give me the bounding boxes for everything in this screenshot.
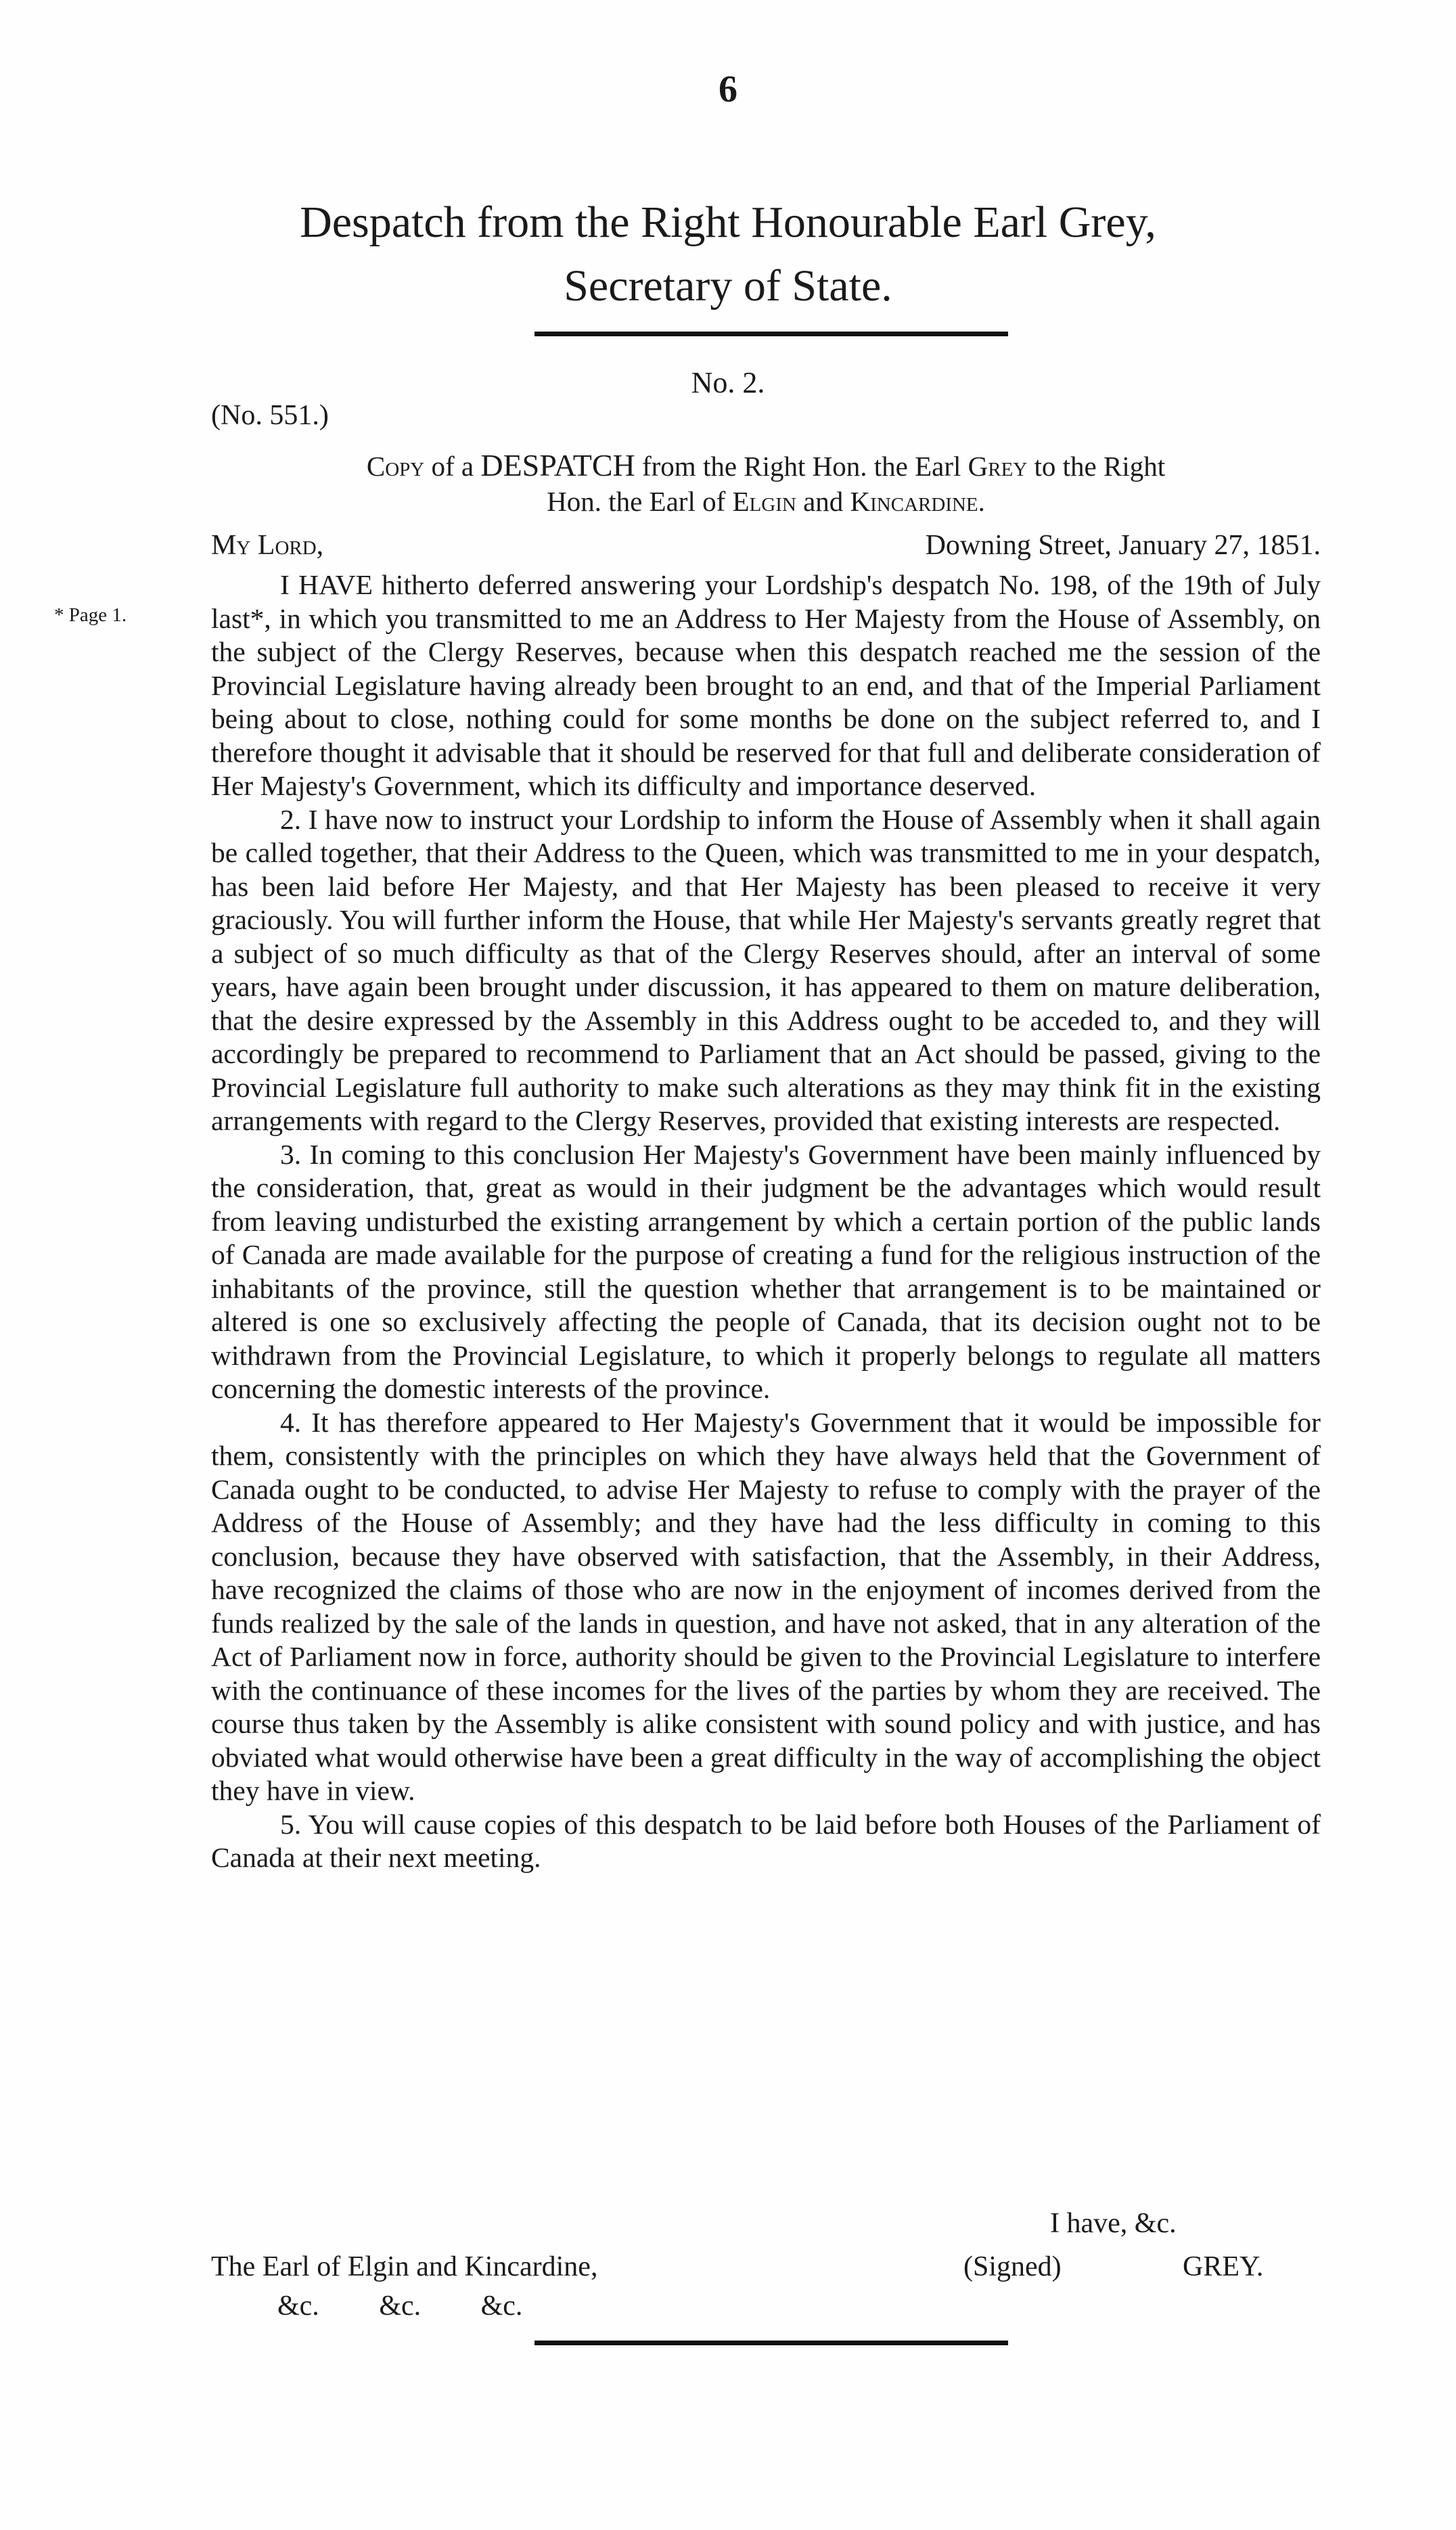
heading-despatch: DESPATCH [480,448,635,482]
despatch-heading [211,448,1321,519]
addressee: The Earl of Elgin and Kincardine, [211,2251,598,2282]
margin-note: * Page 1. [54,604,127,626]
heading-period: . [978,486,985,517]
heading-copy: Copy [366,451,425,482]
heading-hon: Hon. the Earl of [547,486,733,517]
paragraph-4: 4. It has therefore appeared to Her Majesty's Government that it would be impossible for them, consistently with the principles on which they have always held that the Government of Canada ought to be conducted, to advise Her Majesty to refuse to comply with the prayer of the Address of the House of Assembly; and they have had the less difficulty in coming to this conclusion, because they have observed with satisfaction, that the Assembly, in their Address, have recognized the claims of those who are now in the enjoyment of incomes derived from the funds realized by the sale of the lands in question, and have not asked, that in any alteration of the Act of Parliament now in force, authority should be given to the Provincial Legislature to interfere with the continuance of these incomes for the lives of the parties by whom they are received. The course thus taken by the Assembly is alike consistent with sound policy and with justice, and has obviated what would otherwise have been a great difficulty in the way of accomplishing the object they have in view. [211,1406,1321,1806]
heading-line-1 [211,448,1321,484]
heading-line-2 [211,484,1321,519]
etc-row [277,2290,575,2322]
paragraph-5: 5. You will cause copies of this despatch to be laid before both Houses of the Parliament of Canada at their next meeting. [211,1808,1321,1873]
heading-and: and [796,486,850,517]
despatch-number: No. 2. [691,366,765,399]
letter-body [211,568,1321,1875]
title-line-1: Despatch from the Right Honourable Earl Grey, [300,198,1156,247]
signer-name: GREY. [1183,2251,1264,2282]
page-number: 6 [719,68,737,110]
paragraph-1: I HAVE hitherto deferred answering your Lordship's despatch No. 198, of the 19th of July last*, in which you transmitted to me an Address to Her Majesty from the House of Assembly, on the subject of the Clergy Reserves, because when this despatch reached me the session of the Provincial Legislature having already been brought to an end, and that of the Imperial Parliament being about to close, nothing could for some months be done on the subject referred to, and I therefore thought it advisable that it should be reserved for that full and deliberate consideration of Her Majesty's Government, which its difficulty and importance deserved. [211,569,1321,801]
heading-to: to the Right [1027,451,1166,482]
signed-label: (Signed) [963,2251,1062,2282]
salutation-row [211,529,1321,562]
heading-kincardine: Kincardine [850,486,978,517]
heading-from: from the Right Hon. the Earl [635,451,968,482]
bottom-divider-rule [534,2341,1008,2345]
dateline: Downing Street, January 27, 1851. [925,530,1321,561]
heading-elgin: Elgin [732,486,796,517]
paragraph-3: 3. In coming to this conclusion Her Majesty's Government have been mainly influenced by the consideration, that, great as would in their judgment be the advantages which would result from leaving undisturbed the existing arrangement by which a certain portion of the public lands of Canada are made available for the purpose of creating a fund for the religious instruction of the inhabitants of the province, still the question whether that arrangement is to be maintained or altered is one so exclusively affecting the people of Canada, that its decision ought not to be withdrawn from the Provincial Legislature, to which it properly belongs to regulate all matters concerning the domestic interests of the province. [211,1138,1321,1404]
paragraph-2: 2. I have now to instruct your Lordship to inform the House of Assembly when it shall again be called together, that their Address to the Queen, which was transmitted to me in your despatch, has been laid before Her Majesty, and that Her Majesty has been pleased to receive it very graciously. You will further inform the House, that while Her Majesty's servants greatly regret that a subject of so much difficulty as that of the Clergy Reserves should, after an interval of some years, have again been brought under discussion, it has appeared to them on mature deliberation, that the desire expressed by the Assembly in this Address ought to be acceded to, and they will accordingly be prepared to recommend to Parliament that an Act should be passed, giving to the Provincial Legislature full authority to make such alterations as they may think fit in the existing arrangements with regard to the Clergy Reserves, provided that existing interests are respected. [211,803,1321,1136]
document-title [0,191,1456,318]
etc-3: &c. [480,2290,523,2322]
etc-2: &c. [379,2290,422,2322]
heading-grey: Grey [968,451,1028,482]
top-divider-rule [534,332,1008,336]
heading-of-a: of a [424,451,481,482]
reference-number: (No. 551.) [211,400,329,431]
title-line-2: Secretary of State. [564,261,892,311]
salutation: My Lord, [211,530,324,561]
closing: I have, &c. [1050,2208,1177,2239]
etc-1: &c. [277,2290,319,2322]
